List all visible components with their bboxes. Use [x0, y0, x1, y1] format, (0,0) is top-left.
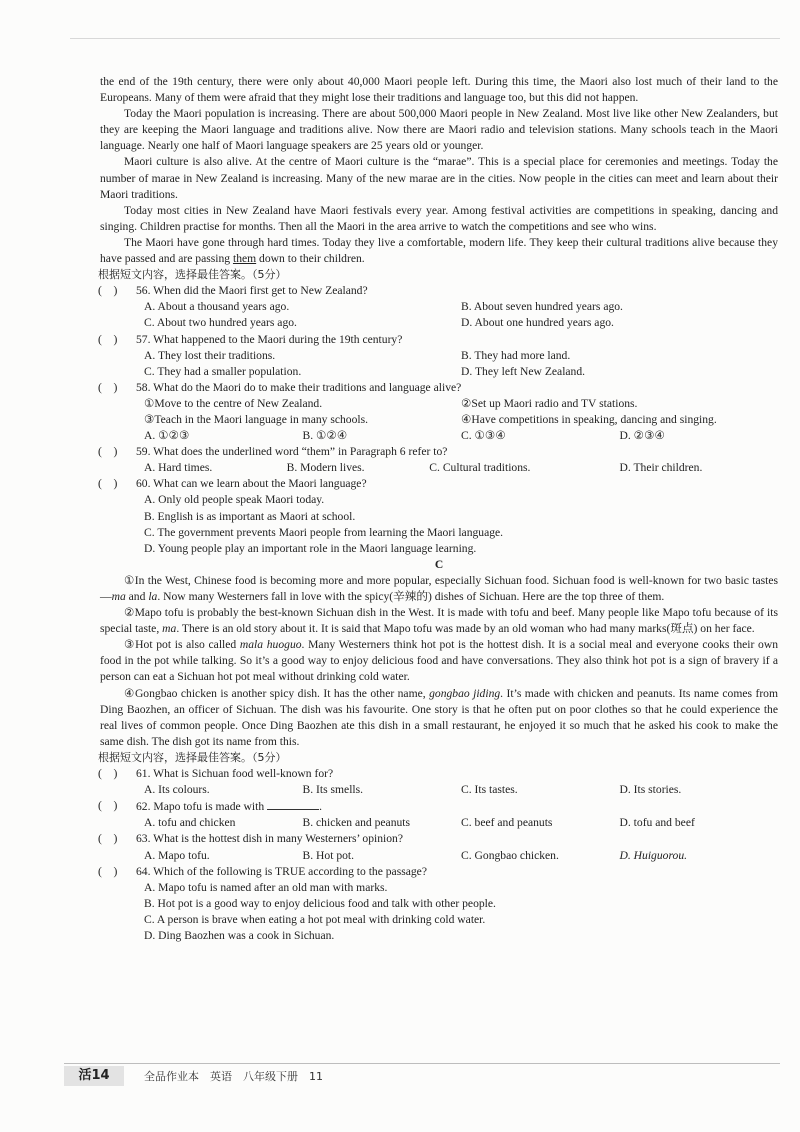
option-c: C. The government prevents Maori people from learning the Maori language.	[144, 525, 504, 539]
passage-c-paragraph-3	[100, 637, 778, 685]
answer-blank[interactable]: ( )	[98, 767, 118, 781]
paragraph-text: . Now many Westerners fall in love with the spicy(辛辣的) dishes of Sichuan. Here are the top three of them.	[157, 590, 665, 603]
option-a: A. Hard times.	[144, 461, 213, 475]
answer-blank[interactable]: ( )	[98, 799, 118, 813]
paragraph-text: ④Gongbao chicken is another spicy dish. It has the other name,	[124, 686, 430, 700]
question-stem: 61. What is Sichuan food well-known for?	[136, 767, 334, 781]
option-d: D. Young people play an important role in the Maori language learning.	[144, 541, 477, 555]
question-61	[100, 766, 778, 798]
option-c: C. About two hundred years ago.	[144, 316, 297, 330]
fill-blank-line	[267, 798, 319, 810]
passage-b-paragraph-4: Today most cities in New Zealand have Maori festivals every year. Among festival activities are competitions in speaking, dancing and singing. Children practise for months. Then all the Maori in the area arrive to watch the competitions and see who wins.	[100, 203, 778, 233]
question-stem: 64. Which of the following is TRUE according to the passage?	[136, 864, 427, 878]
option-d: D. Huiguorou.	[619, 848, 688, 862]
underlined-word-them: them	[232, 252, 257, 266]
paragraph-text: ①In the West, Chinese food is becoming more and more popular, especially Sichuan food. Sichuan food is well-known for two basic tastes—	[100, 573, 778, 603]
statement-2: ②Set up Maori radio and TV stations.	[461, 396, 638, 410]
paragraph-text: The Maori have gone through hard times. Today they live a comfortable, modern life. They keep their cultural traditions alive because they have passed and are passing	[100, 235, 778, 266]
option-c: C. They had a smaller population.	[144, 364, 302, 378]
italic-term: mala huoguo	[239, 638, 302, 652]
option-b: B. Modern lives.	[286, 461, 365, 475]
option-c: C. Its tastes.	[461, 783, 518, 797]
paragraph-text: . It’s made with chicken and peanuts. Its name comes from Ding Baozhen, an officer of Sichuan. The dish was his favourite. One story is that he often put on poor clothes so that he could experience the real lives of common people. Once Ding Baozhen ate this dish in a small restaurant, he enjoyed it so much that he asked his cook to make the same dish. The dish got its name from this.	[100, 686, 778, 748]
stem-text: 62. Mapo tofu is made with	[136, 800, 265, 814]
option-c: C. beef and peanuts	[461, 816, 553, 830]
question-63	[100, 831, 778, 863]
option-b: B. About seven hundred years ago.	[461, 300, 623, 314]
passage-c-paragraph-1	[100, 573, 778, 605]
question-57	[100, 332, 778, 380]
answer-blank[interactable]: ( )	[98, 284, 118, 298]
answer-blank[interactable]: ( )	[98, 477, 118, 491]
italic-term: ma	[111, 590, 126, 603]
passage-c-paragraph-4	[100, 686, 778, 750]
option-d: D. They left New Zealand.	[461, 364, 586, 378]
page-footer	[64, 1063, 780, 1088]
worksheet-content	[100, 74, 778, 944]
passage-c-paragraph-2	[100, 605, 778, 637]
question-stem: 63. What is the hottest dish in many Westerners’ opinion?	[136, 832, 403, 846]
option-a: A. Its colours.	[144, 783, 210, 797]
passage-b-paragraph-1: the end of the 19th century, there were only about 40,000 Maori people left. During this time, the Maori also lost much of their land to the Europeans. Many of them were afraid that they might lose their traditions and language too, but this did not happen.	[100, 75, 778, 105]
question-56	[100, 283, 778, 331]
option-a: A. Mapo tofu.	[144, 848, 210, 862]
paragraph-text: . There is an old story about it. It is said that Mapo tofu was made by an old woman who had many marks(斑点) on her face.	[176, 622, 755, 636]
option-d: D. ②③④	[619, 429, 665, 443]
question-64	[100, 864, 778, 944]
option-c: C. Cultural traditions.	[429, 461, 531, 475]
option-c: C. Gongbao chicken.	[461, 848, 559, 862]
footer-book-title: 全品作业本 英语 八年级下册 11	[144, 1070, 323, 1083]
option-b: B. Hot pot.	[302, 848, 355, 862]
answer-blank[interactable]: ( )	[98, 832, 118, 846]
option-a: A. ①②③	[144, 429, 190, 443]
statement-1: ①Move to the centre of New Zealand.	[144, 396, 323, 410]
option-b: B. English is as important as Maori at school.	[144, 509, 356, 523]
question-stem: 60. What can we learn about the Maori language?	[136, 477, 367, 491]
option-c: C. A person is brave when eating a hot pot meal with drinking cold water.	[144, 912, 486, 926]
question-58	[100, 380, 778, 444]
option-d: D. About one hundred years ago.	[461, 316, 614, 330]
question-59	[100, 444, 778, 476]
answer-blank[interactable]: ( )	[98, 864, 118, 878]
question-stem: 56. When did the Maori first get to New Zealand?	[136, 284, 368, 298]
option-d: D. Their children.	[619, 461, 703, 475]
italic-term: la	[148, 590, 158, 603]
option-a: A. Only old people speak Maori today.	[144, 493, 325, 507]
option-d: D. Ding Baozhen was a cook in Sichuan.	[144, 928, 335, 942]
italic-term: gongbao jiding	[429, 686, 501, 700]
question-62	[100, 798, 778, 831]
answer-blank[interactable]: ( )	[98, 380, 118, 394]
question-stem: 57. What happened to the Maori during the 19th century?	[136, 332, 403, 346]
option-a: A. About a thousand years ago.	[144, 300, 290, 314]
option-b: B. They had more land.	[461, 348, 571, 362]
italic-term: ma	[162, 622, 177, 636]
paragraph-text: down to their children.	[256, 252, 365, 266]
stem-text: .	[319, 800, 322, 814]
option-d: D. tofu and beef	[619, 816, 695, 830]
option-a: A. tofu and chicken	[144, 816, 236, 830]
option-c: C. ①③④	[461, 429, 506, 443]
top-rule	[70, 38, 780, 39]
option-b: B. chicken and peanuts	[302, 816, 411, 830]
instruction-c: 根据短文内容，选择最佳答案。（5分）	[98, 750, 287, 764]
option-b: B. Its smells.	[302, 783, 364, 797]
passage-b-paragraph-5	[100, 235, 778, 267]
option-a: A. Mapo tofu is named after an old man with marks.	[144, 880, 388, 894]
option-b: B. ①②④	[302, 429, 348, 443]
instruction-b: 根据短文内容，选择最佳答案。（5分）	[98, 268, 287, 282]
paragraph-text: ②Mapo tofu is probably the best-known Sichuan dish in the West. It is made with tofu and beef. Many people like Mapo tofu because of its special taste,	[100, 606, 778, 636]
page-badge: 活14	[64, 1066, 124, 1086]
paragraph-text: ③Hot pot is also called	[124, 638, 240, 652]
paragraph-text: . Many Westerners think hot pot is the hottest dish. It is a social meal and everyone cooks their own food in the pot while talking. So it’s a good way to enjoy delicious food and have conversations. They also think hot pot is a sign of bravery if a person can eat a Sichuan hot pot meal without drinking cold water.	[100, 638, 778, 684]
question-stem: 59. What does the underlined word “them” in Paragraph 6 refer to?	[136, 445, 448, 459]
answer-blank[interactable]: ( )	[98, 332, 118, 346]
answer-blank[interactable]: ( )	[98, 445, 118, 459]
question-stem: 58. What do the Maori do to make their traditions and language alive?	[136, 380, 462, 394]
passage-b-paragraph-3: Maori culture is also alive. At the centre of Maori culture is the “marae”. This is a special place for ceremonies and meetings. Today the number of marae in New Zealand is increasing. Many of the new marae are in the cities. Now people in the cities can meet and learn about their Maori traditions.	[100, 155, 778, 201]
paragraph-text: and	[125, 590, 149, 603]
statement-3: ③Teach in the Maori language in many schools.	[144, 412, 369, 426]
option-b: B. Hot pot is a good way to enjoy delicious food and talk with other people.	[144, 896, 496, 910]
passage-b-paragraph-2: Today the Maori population is increasing. There are about 500,000 Maori people in New Zealand. Most live like other New Zealanders, but they are keeping the Maori language and traditions alive. Now there are Maori radio and television stations. Many schools teach in the Maori language. Nearly one half of Maori language speakers are 25 years old or younger.	[100, 107, 778, 153]
statement-4: ④Have competitions in speaking, dancing and singing.	[461, 412, 717, 426]
section-c-heading: C	[434, 557, 444, 571]
option-d: D. Its stories.	[619, 783, 682, 797]
question-60	[100, 476, 778, 556]
question-stem	[136, 798, 778, 815]
option-a: A. They lost their traditions.	[144, 348, 276, 362]
